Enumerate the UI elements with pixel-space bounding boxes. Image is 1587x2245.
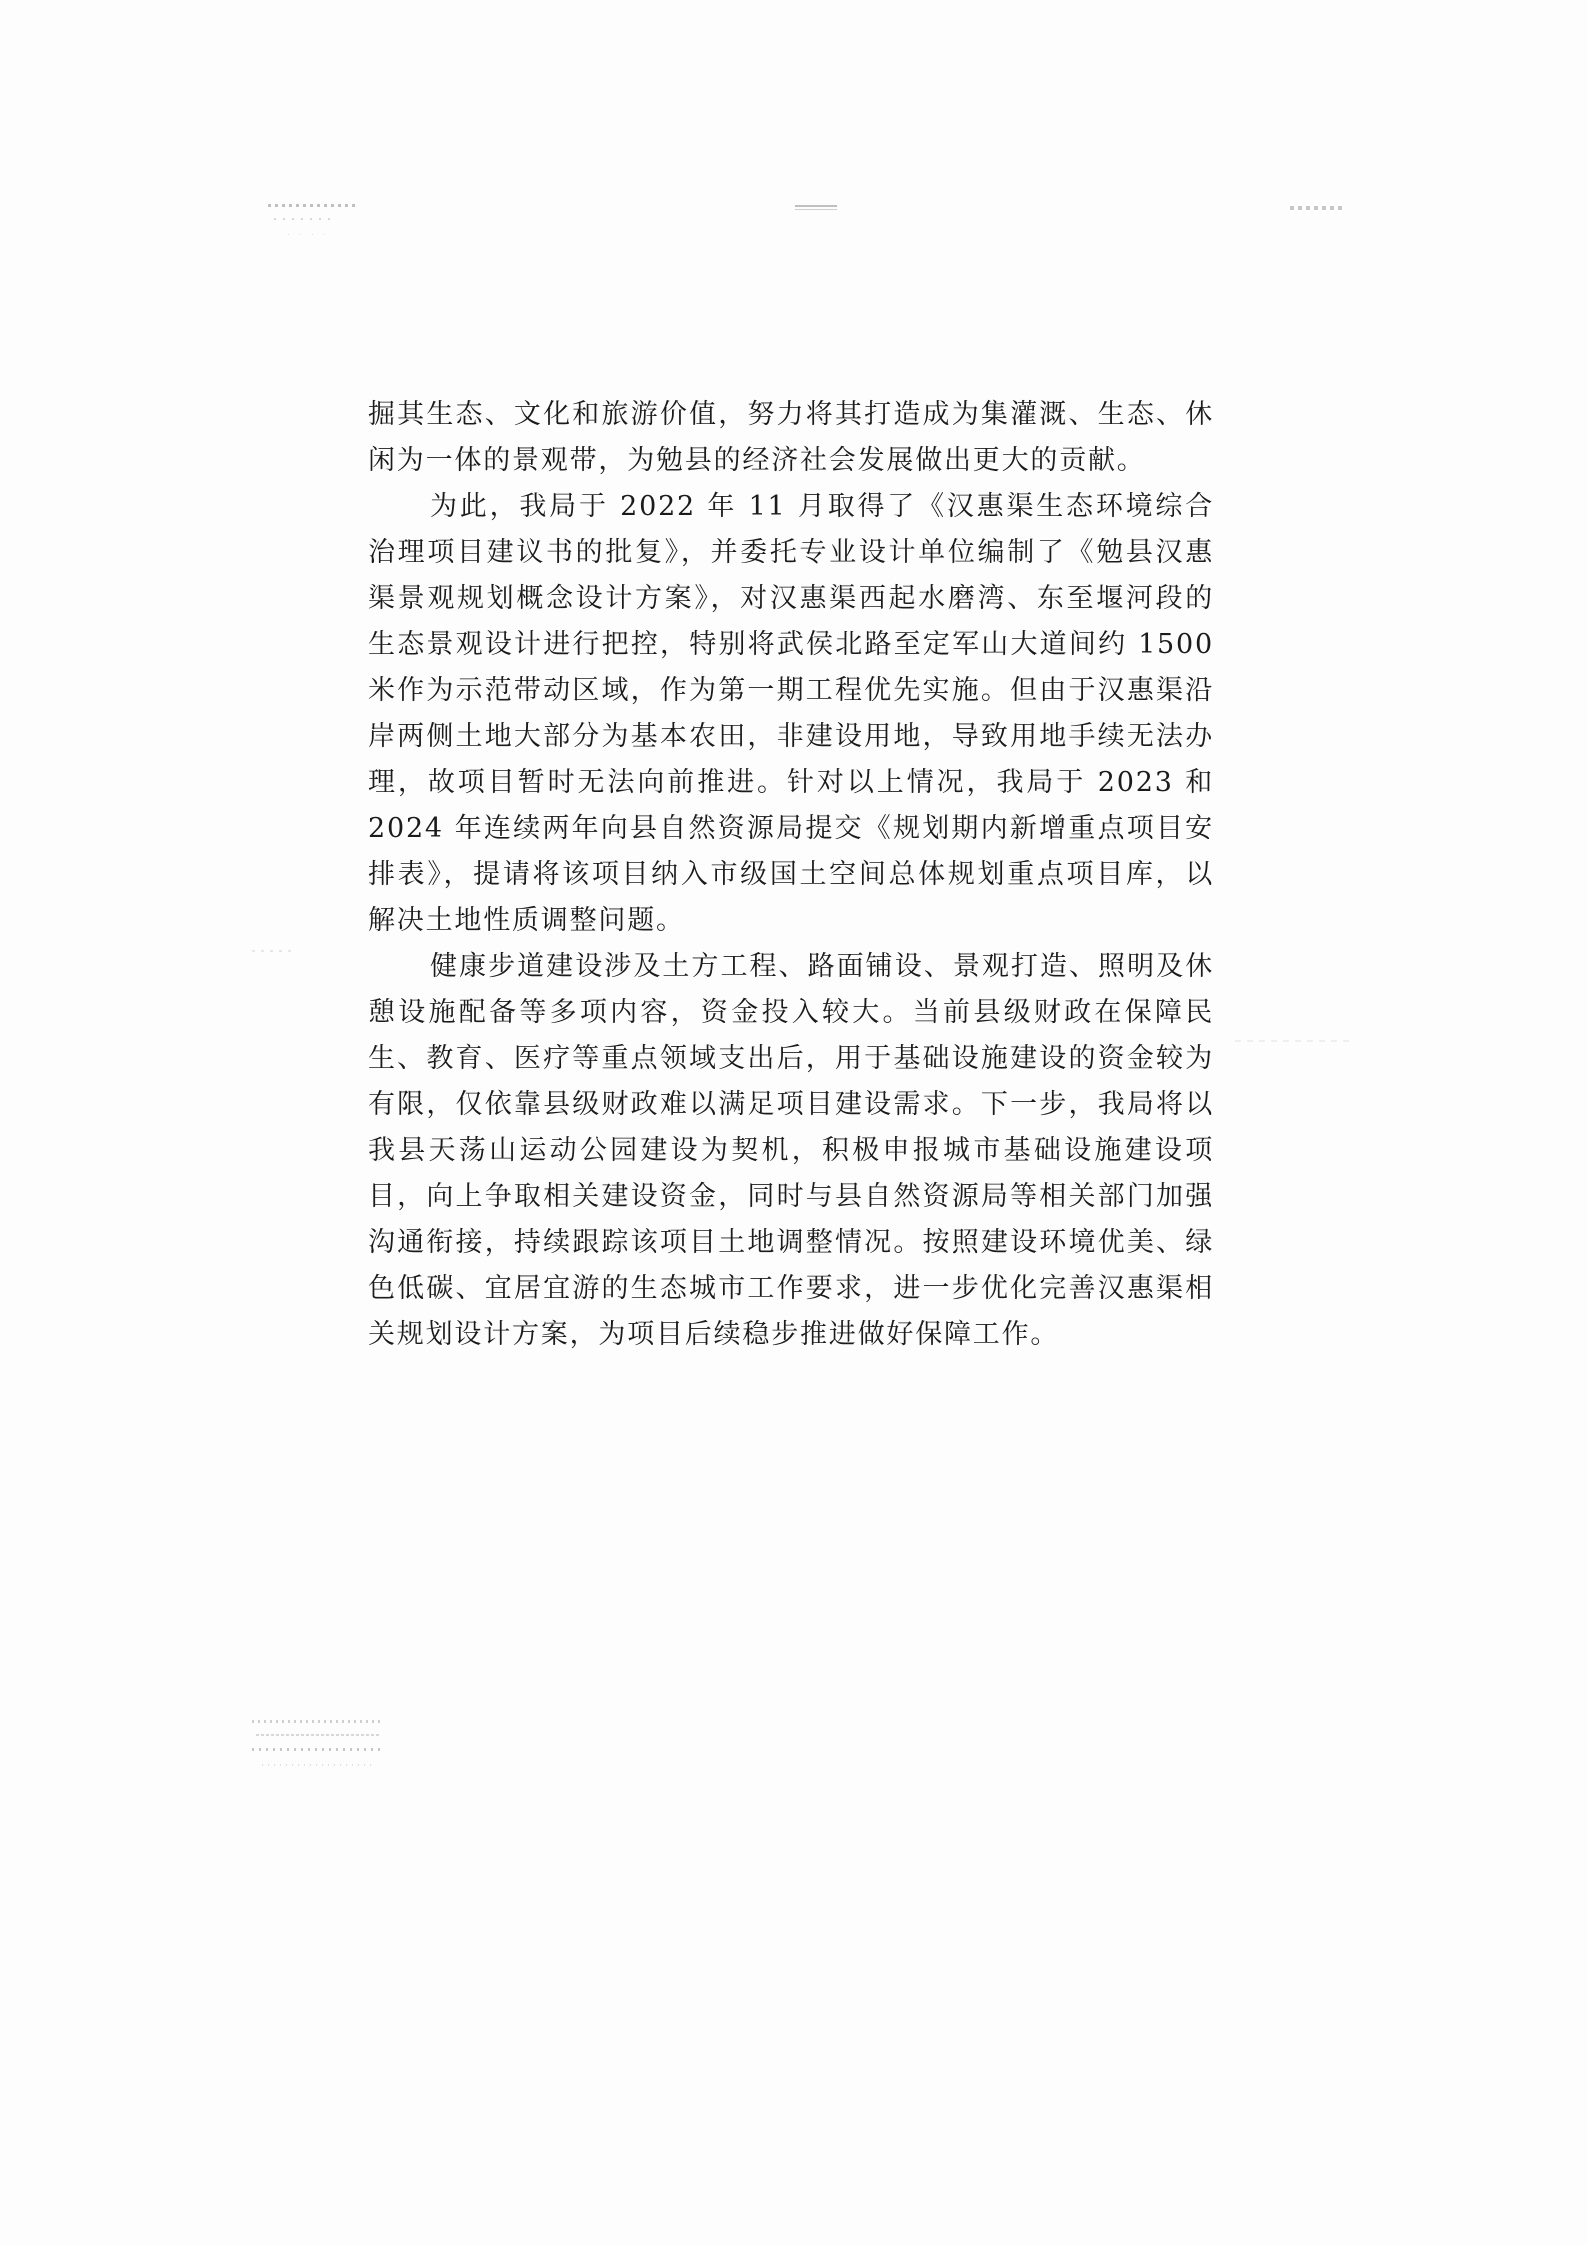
paragraph-approval-and-planning: 为此，我局于 2022 年 11 月取得了《汉惠渠生态环境综合治理项目建议书的批复》，并委托专业设计单位编制了《勉县汉惠渠景观规划概念设计方案》，对汉惠渠西起水磨湾、东至堰河段的生态景观设计进行把控，特别将武侯北路至定军山大道间约 1500 米作为示范带动区域，作为第一期工程优先实施。但由于汉惠渠沿岸两侧土地大部分为基本农田，非建设用地，导致用地手续无法办理，故项目暂时无法向前推进。针对以上情况，我局于 2023 和 2024 年连续两年向县自然资源局提交《规划期内新增重点项目安排表》，提请将该项目纳入市级国土空间总体规划重点项目库，以解决土地性质调整问题。 xyxy=(368,491,1214,936)
paragraph-funding-and-next-steps: 健康步道建设涉及土方工程、路面铺设、景观打造、照明及休憩设施配备等多项内容，资金投入较大。当前县级财政在保障民生、教育、医疗等重点领域支出后，用于基础设施建设的资金较为有限，仅依靠县级财政难以满足项目建设需求。下一步，我局将以我县天荡山运动公园建设为契机，积极申报城市基础设施建设项目，向上争取相关建设资金，同时与县自然资源局等相关部门加强沟通衔接，持续跟踪该项目土地调整情况。按照建设环境优美、绿色低碳、宜居宜游的生态城市工作要求，进一步优化完善汉惠渠相关规划设计方案，为项目后续稳步推进做好保障工作。 xyxy=(368,951,1214,1350)
scan-artifact-top-left xyxy=(268,204,358,254)
paragraph-continuation: 掘其生态、文化和旅游价值，努力将其打造成为集灌溉、生态、休闲为一体的景观带，为勉县的经济社会发展做出更大的贡献。 xyxy=(368,399,1214,476)
scan-artifact-top-right xyxy=(1290,206,1344,210)
scan-artifact-side-right xyxy=(1235,1040,1355,1042)
document-body xyxy=(368,392,1214,1358)
scan-artifact-bottom-left xyxy=(252,1700,382,1780)
scan-artifact-top-center xyxy=(795,205,837,211)
scan-artifact-side-left xyxy=(252,950,292,952)
